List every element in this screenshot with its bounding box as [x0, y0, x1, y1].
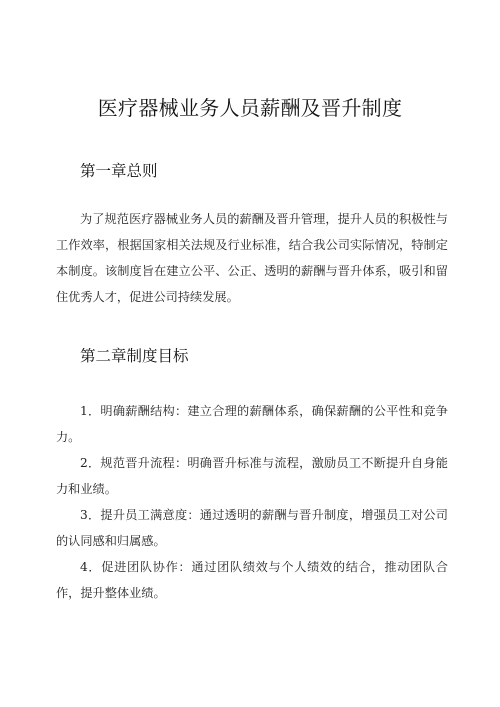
goal-item-2: 2．规范晋升流程：明确晋升标准与流程，激励员工不断提升自身能力和业绩。 [56, 456, 448, 496]
chapter-2-heading: 第二章制度目标 [80, 347, 189, 365]
goal-item-4: 4．促进团队协作：通过团队绩效与个人绩效的结合，推动团队合作，提升整体业绩。 [56, 560, 448, 600]
chapter-1-heading: 第一章总则 [80, 162, 158, 180]
goal-item-1: 1．明确薪酬结构：建立合理的薪酬体系，确保薪酬的公平性和竞争力。 [56, 404, 448, 444]
goals-list [56, 398, 448, 606]
document-title: 医疗器械业务人员薪酬及晋升制度 [97, 96, 403, 120]
goal-item-3: 3．提升员工满意度：通过透明的薪酬与晋升制度，增强员工对公司的认同感和归属感。 [56, 508, 448, 548]
chapter-1-paragraph: 为了规范医疗器械业务人员的薪酬及晋升管理，提升人员的积极性与工作效率，根据国家相关法规及行业标准，结合我公司实际情况，特制定本制度。该制度旨在建立公平、公正、透明的薪酬与晋升体系，吸引和留住优秀人才，促进公司持续发展。 [56, 212, 448, 304]
